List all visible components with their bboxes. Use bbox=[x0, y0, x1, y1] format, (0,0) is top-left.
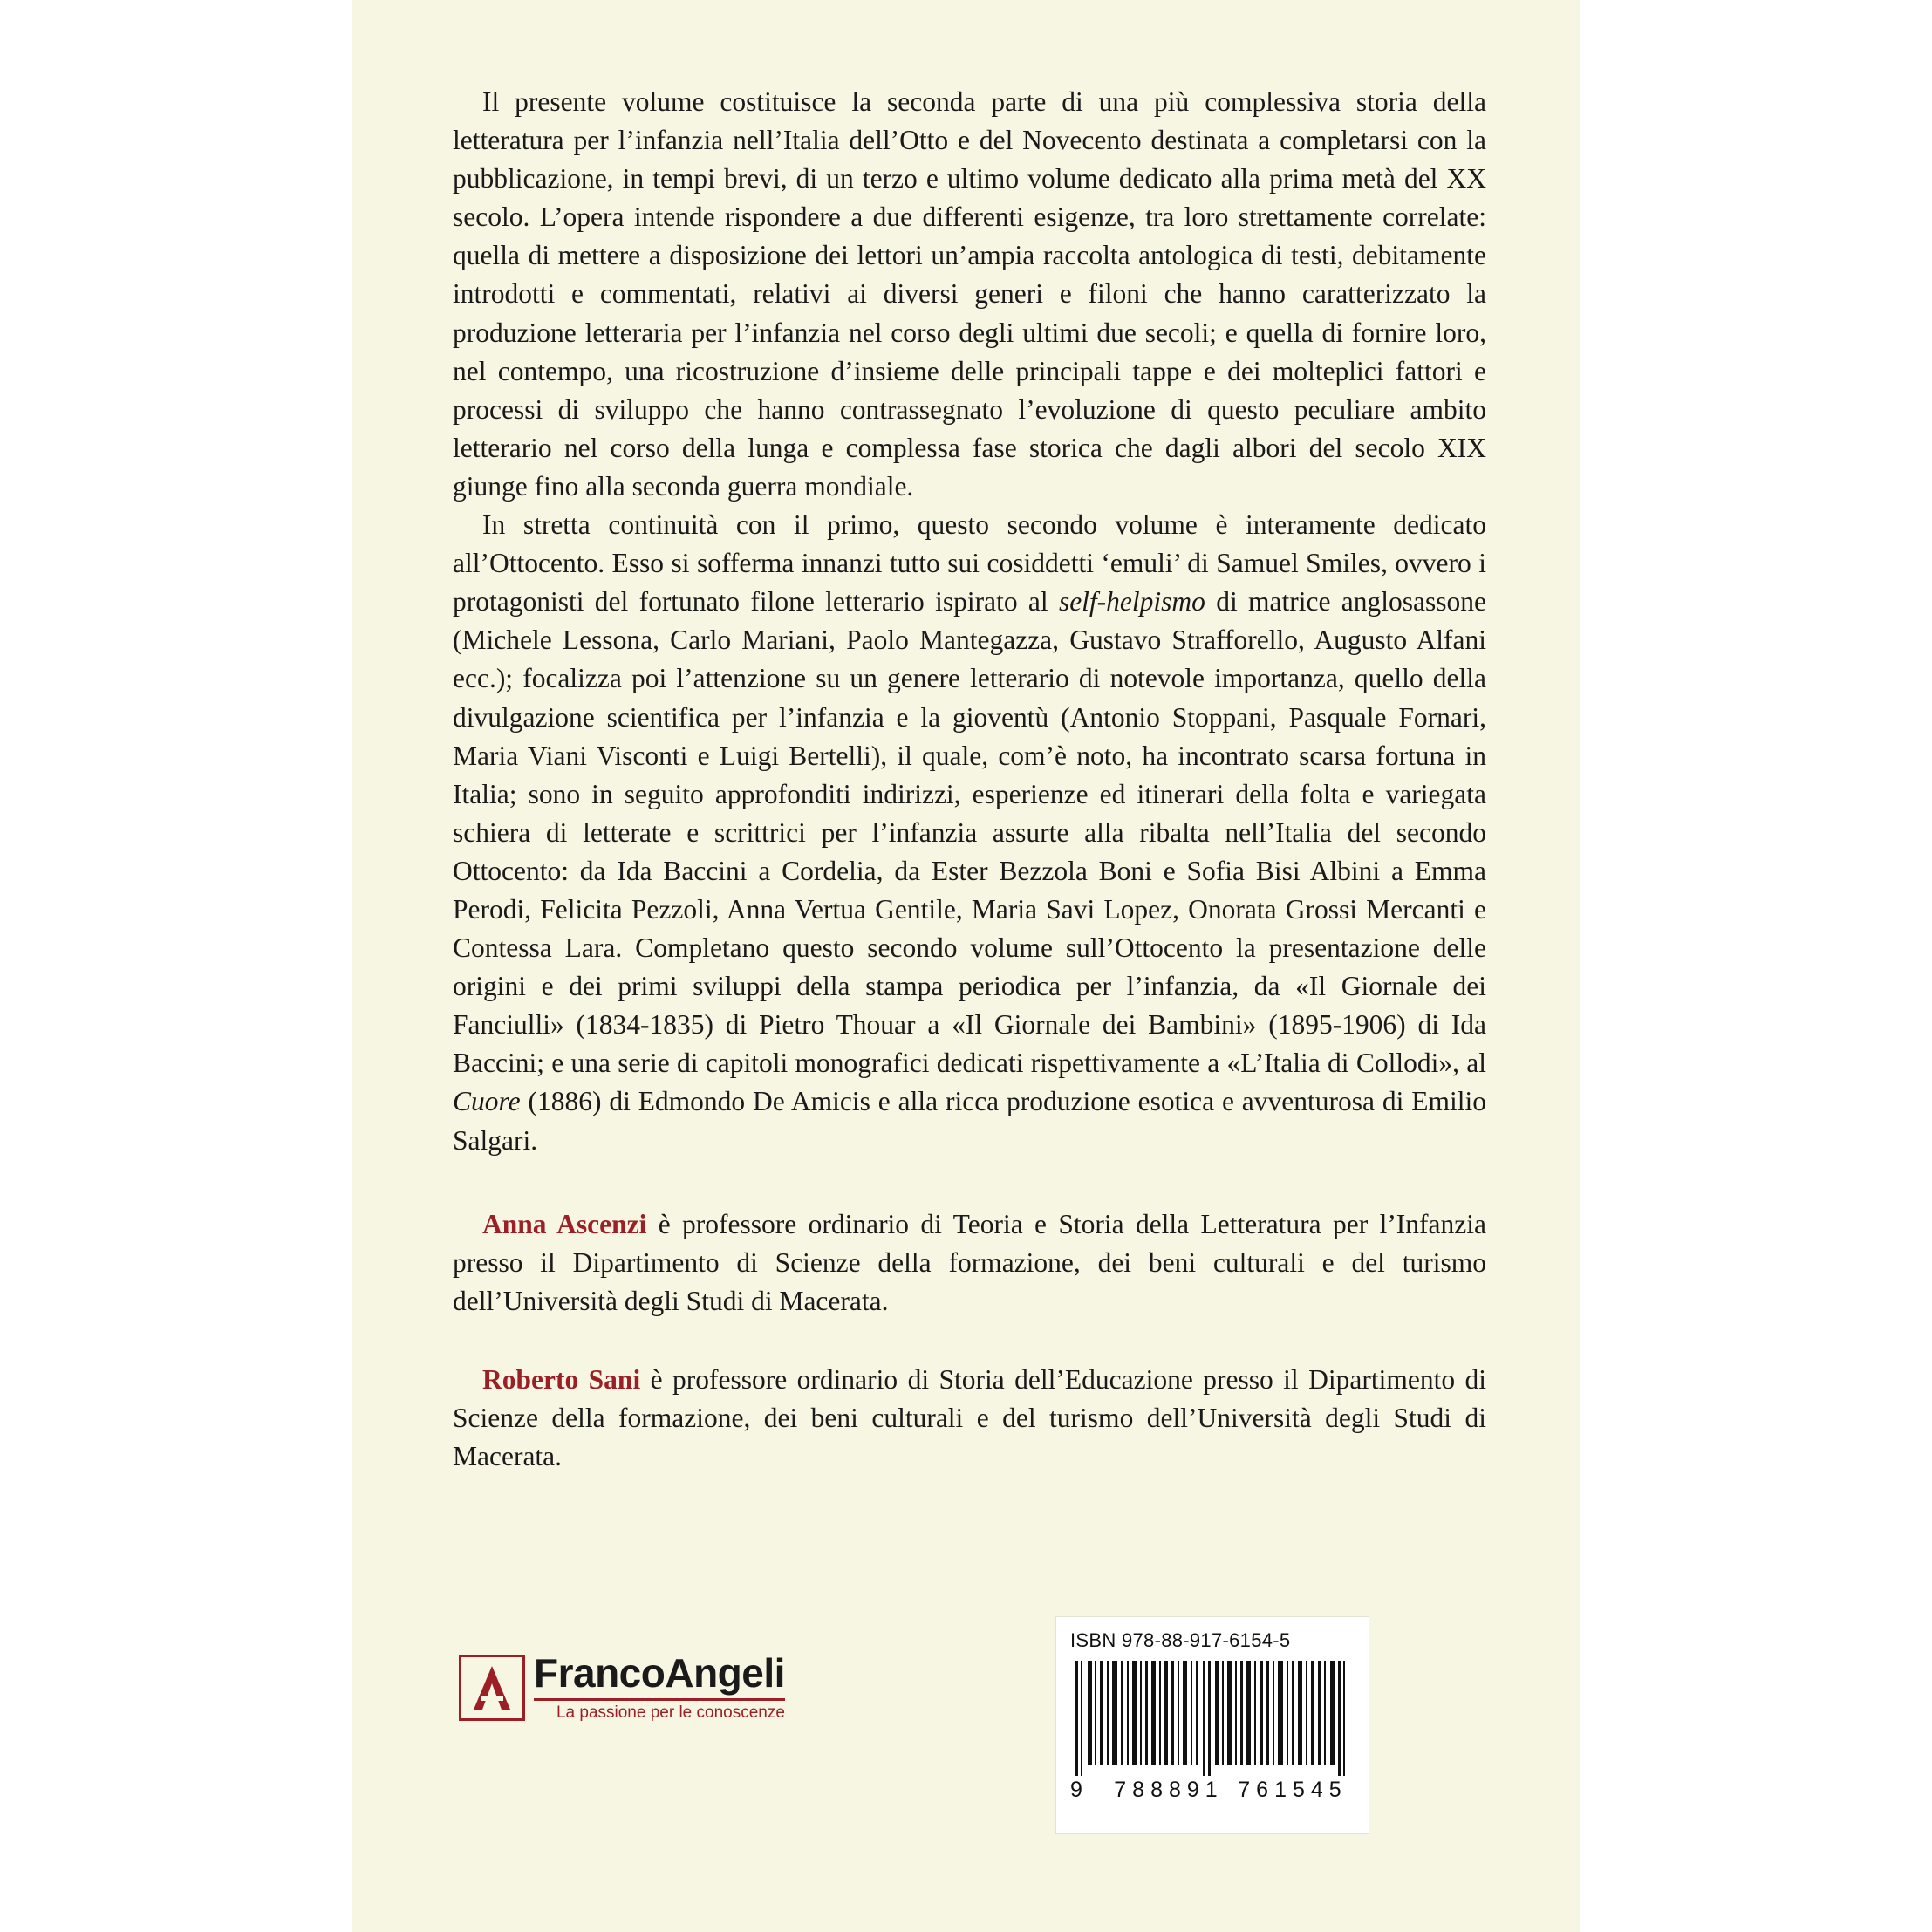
blurb-p2-part-3: (1886) di Edmondo De Amicis e alla ricca produzione esotica e avventurosa di Emilio Salgari. bbox=[453, 1086, 1486, 1156]
cover-text-content bbox=[453, 83, 1486, 1476]
blurb-p2-part-2: di matrice anglosassone (Michele Lessona, Carlo Mariani, Paolo Mantegazza, Gustavo Strafforello, Augusto Alfani ecc.); focalizza poi l’attenzione su un genere letterario di notevole importanza, quello della divulgazione scientifica per l’infanzia e la gioventù (Antonio Stoppani, Pasquale Fornari, Maria Viani Visconti e Luigi Bertelli), il quale, com’è noto, ha incontrato scarsa fortuna in Italia; sono in seguito approfonditi indirizzi, esperienze ed itinerari della folta e variegata schiera di letterate e scrittrici per l’infanzia assurte alla ribalta nell’Italia del secondo Ottocento: da Ida Baccini a Cordelia, da Ester Bezzola Boni e Sofia Bisi Albini a Emma Perodi, Felicita Pezzoli, Anna Vertua Gentile, Maria Savi Lopez, Onorata Grossi Mercanti e Contessa Lara. Completano questo secondo volume sull’Ottocento la presentazione delle origini e dei primi sviluppi della stampa periodica per l’infanzia, da «Il Giornale dei Fanciulli» (1834-1835) di Pietro Thouar a «Il Giornale dei Bambini» (1895-1906) di Ida Baccini; e una serie di capitoli monografici dedicati rispettivamente a «L’Italia di Collodi», al bbox=[453, 586, 1486, 1079]
publisher-logo bbox=[459, 1650, 808, 1722]
blurb-p2-italic-1: self-helpismo bbox=[1058, 586, 1205, 618]
author-bios bbox=[453, 1205, 1486, 1477]
blurb-text bbox=[453, 83, 1486, 1160]
publisher-tagline: La passione per le conoscenze bbox=[556, 1703, 785, 1722]
isbn-barcode-block bbox=[1055, 1616, 1369, 1834]
blurb-paragraph-1: Il presente volume costituisce la seconda parte di una più complessiva storia della letteratura per l’infanzia nell’Italia dell’Otto e del Novecento destinata a completarsi con la pubblicazione, in tempi brevi, di un terzo e ultimo volume dedicato alla prima metà del XX secolo. L’opera intende rispondere a due differenti esigenze, tra loro strettamente correlate: quella di mettere a disposizione dei lettori un’ampia raccolta antologica di testi, debitamente introdotti e commentati, relativi ai diversi generi e filoni che hanno caratterizzato la produzione letteraria per l’infanzia nel corso degli ultimi due secoli; e quella di fornire loro, nel contempo, una ricostruzione d’insieme delle principali tappe e dei molteplici fattori e processi di sviluppo che hanno contrassegnato l’evoluzione di questo peculiare ambito letterario nel corso della lunga e complessa fase storica che dagli albori del secolo XIX giunge fino alla seconda guerra mondiale. bbox=[453, 86, 1486, 502]
author-bio bbox=[453, 1205, 1486, 1321]
franco-angeli-a-mark-icon bbox=[459, 1655, 525, 1721]
book-back-cover bbox=[352, 0, 1580, 1932]
barcode-icon bbox=[1070, 1661, 1349, 1776]
blurb-p2-part-1: In stretta continuità con il primo, questo secondo volume è interamente dedicato all’Ottocento. Esso si sofferma innanzi tutto sui cosiddetti ‘emuli’ di Samuel Smiles, ovvero i protagonisti del fortunato filone letterario ispirato al bbox=[453, 509, 1486, 618]
barcode-digits-group-1: 788891 bbox=[1114, 1778, 1224, 1802]
publisher-name: FrancoAngeli bbox=[534, 1650, 785, 1696]
blurb-p2-italic-2: Cuore bbox=[453, 1086, 521, 1117]
barcode-digit-left: 9 bbox=[1070, 1778, 1084, 1802]
publisher-logo-rule bbox=[534, 1698, 785, 1701]
author-name: Roberto Sani bbox=[482, 1363, 641, 1395]
blurb-paragraph-2 bbox=[453, 506, 1486, 1160]
barcode-digits-group-2: 761545 bbox=[1238, 1778, 1348, 1802]
publisher-logo-row bbox=[459, 1650, 808, 1722]
barcode-digits bbox=[1070, 1778, 1355, 1803]
author-bio bbox=[453, 1361, 1486, 1476]
author-name: Anna Ascenzi bbox=[482, 1208, 647, 1239]
isbn-label: ISBN 978-88-917-6154-5 bbox=[1070, 1629, 1291, 1651]
publisher-logo-text bbox=[534, 1650, 785, 1722]
author-bio-text: è professore ordinario di Teoria e Storia della Letteratura per l’Infanzia presso il Dipartimento di Scienze della formazione, dei beni culturali e del turismo dell’Università degli Studi di Macerata. bbox=[453, 1208, 1486, 1316]
author-bio-text: è professore ordinario di Storia dell’Educazione presso il Dipartimento di Scienze della formazione, dei beni culturali e del turismo dell’Università degli Studi di Macerata. bbox=[453, 1363, 1487, 1472]
